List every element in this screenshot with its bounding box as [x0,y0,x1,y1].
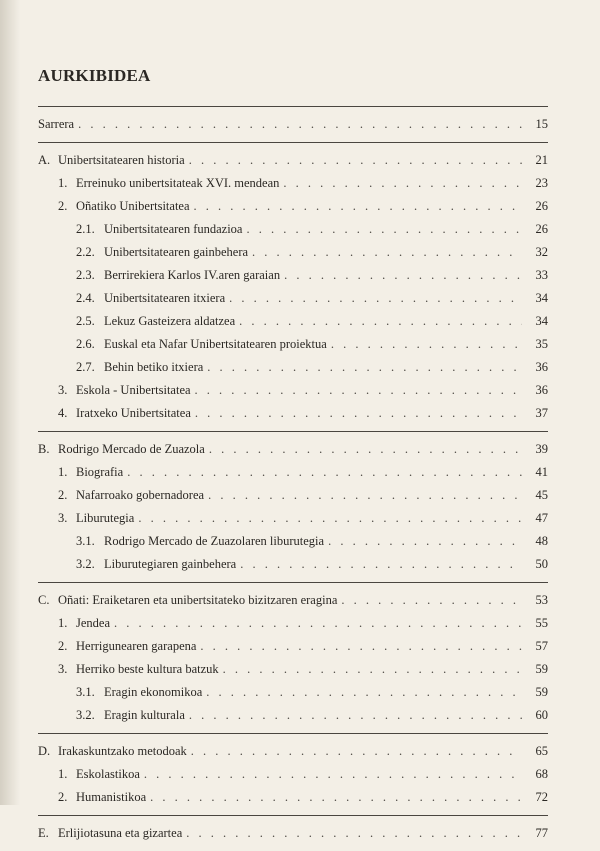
toc-entry-page: 36 [535,383,548,397]
toc-entry [38,553,548,576]
toc-entry-number: 2. [58,199,68,213]
page-binding-shadow [0,0,20,805]
dot-leader [189,149,522,172]
toc-entry-number: 2.7. [76,360,95,374]
dot-leader [195,379,522,402]
toc-entry [38,530,548,553]
toc-entry-number: A. [38,153,51,167]
toc-entry-number: 1. [58,616,68,630]
toc-entry [38,402,548,425]
dot-leader [144,763,522,786]
dot-leader [78,113,522,136]
toc-entry-page: 34 [535,314,548,328]
toc-entry-title: Euskal eta Nafar Unibertsitatearen proiektua [104,337,327,351]
dot-leader [328,530,522,553]
toc-entry-number: 1. [58,465,68,479]
toc-entry-page: 39 [535,442,548,456]
toc-entry [38,635,548,658]
toc-entry-title: Rodrigo Mercado de Zuazola [58,442,205,456]
dot-leader [229,287,522,310]
toc-entry-title: Humanistikoa [76,790,147,804]
toc-entry-page: 60 [535,708,548,722]
dot-leader [331,333,522,356]
toc-entry [38,287,548,310]
toc-entry [38,356,548,379]
toc-entry-number: 4. [58,406,68,420]
toc-entry-title: Lekuz Gasteizera aldatzea [104,314,236,328]
toc-entry [38,172,548,195]
dot-leader [138,507,522,530]
toc-entry-page: 34 [535,291,548,305]
toc-entry-number: 3.2. [76,708,95,722]
toc-entry-title: Unibertsitatearen historia [58,153,185,167]
toc-entry-page: 35 [535,337,548,351]
toc-entry-number: 2.5. [76,314,95,328]
toc-entry-title: Liburutegia [76,511,135,525]
toc-entry-title: Eskola - Unibertsitatea [76,383,191,397]
toc-entry [38,195,548,218]
toc-entry-title: Erreinuko unibertsitateak XVI. mendean [76,176,280,190]
dot-leader [207,356,522,379]
toc-entry-number: D. [38,744,51,758]
toc-entry-title: Eragin kulturala [104,708,185,722]
toc-entry [38,461,548,484]
toc-entry [38,786,548,809]
toc-entry-number: C. [38,593,50,607]
toc-entry-number: B. [38,442,50,456]
table-of-contents [38,106,548,851]
toc-entry [38,113,548,136]
toc-entry [38,218,548,241]
toc-entry-number: 2.1. [76,222,95,236]
toc-entry [38,704,548,727]
toc-entry [38,822,548,845]
toc-entry-page: 50 [535,557,548,571]
toc-entry-page: 48 [535,534,548,548]
dot-leader [283,172,522,195]
toc-entry-title: Biografia [76,465,124,479]
toc-entry-number: 2.6. [76,337,95,351]
toc-entry [38,241,548,264]
toc-section [38,432,548,583]
toc-entry-page: 47 [535,511,548,525]
toc-entry-page: 26 [535,199,548,213]
toc-entry [38,438,548,461]
toc-entry-number: 3. [58,662,68,676]
dot-leader [239,310,522,333]
toc-entry-number: 3.1. [76,534,95,548]
toc-entry-number: 2.3. [76,268,95,282]
toc-entry-title: Unibertsitatearen gainbehera [104,245,249,259]
toc-entry-page: 36 [535,360,548,374]
toc-entry-number: 2.2. [76,245,95,259]
toc-entry-page: 59 [535,685,548,699]
toc-entry [38,681,548,704]
toc-entry-page: 57 [535,639,548,653]
toc-entry-page: 45 [535,488,548,502]
toc-entry-title: Jendea [76,616,111,630]
toc-entry-page: 33 [535,268,548,282]
toc-entry-page: 65 [535,744,548,758]
dot-leader [209,438,522,461]
toc-entry-title: Sarrera [38,117,75,131]
toc-entry-title: Oñatiko Unibertsitatea [76,199,190,213]
toc-entry-page: 68 [535,767,548,781]
toc-section [38,143,548,432]
toc-entry-page: 53 [535,593,548,607]
toc-entry-title: Oñati: Eraiketaren eta unibertsitateko bizitzaren eragina [58,593,338,607]
toc-entry [38,589,548,612]
page-title: AURKIBIDEA [38,66,151,85]
toc-section [38,734,548,816]
toc-entry-title: Behin betiko itxiera [104,360,204,374]
toc-entry-title: Nafarroako gobernadorea [76,488,205,502]
toc-entry-number: 2. [58,790,68,804]
dot-leader [194,195,522,218]
dot-leader [206,681,522,704]
dot-leader [195,402,522,425]
toc-entry [38,484,548,507]
toc-entry [38,379,548,402]
toc-section [38,106,548,143]
toc-entry-title: Unibertsitatearen itxiera [104,291,226,305]
toc-entry-page: 15 [535,117,548,131]
toc-entry-title: Liburutegiaren gainbehera [104,557,237,571]
toc-entry-page: 41 [535,465,548,479]
toc-entry [38,612,548,635]
toc-entry-title: Berrirekiera Karlos IV.aren garaian [104,268,281,282]
toc-entry-number: 3. [58,511,68,525]
toc-entry-page: 23 [535,176,548,190]
dot-leader [341,589,522,612]
toc-entry-title: Eskolastikoa [76,767,140,781]
toc-entry-number: 2.4. [76,291,95,305]
toc-entry [38,740,548,763]
toc-entry-number: 2. [58,639,68,653]
toc-section [38,583,548,734]
toc-entry-title: Herriko beste kultura batzuk [76,662,219,676]
toc-entry-page: 55 [535,616,548,630]
toc-entry-title: Erlijiotasuna eta gizartea [58,826,183,840]
toc-entry [38,763,548,786]
toc-entry [38,333,548,356]
dot-leader [223,658,522,681]
toc-section [38,816,548,851]
toc-entry [38,507,548,530]
toc-entry [38,658,548,681]
toc-entry-title: Iratxeko Unibertsitatea [76,406,191,420]
toc-entry-number: 3.2. [76,557,95,571]
dot-leader [208,484,522,507]
toc-entry-page: 59 [535,662,548,676]
toc-entry-title: Unibertsitatearen fundazioa [104,222,243,236]
toc-entry-page: 32 [535,245,548,259]
toc-entry-title: Irakaskuntzako metodoak [58,744,187,758]
toc-entry-page: 72 [535,790,548,804]
dot-leader [200,635,522,658]
dot-leader [150,786,522,809]
toc-entry [38,310,548,333]
dot-leader [189,704,522,727]
toc-entry-number: 1. [58,176,68,190]
toc-entry-number: 2. [58,488,68,502]
toc-entry-number: 3. [58,383,68,397]
toc-entry-title: Herrigunearen garapena [76,639,197,653]
dot-leader [114,612,522,635]
dot-leader [127,461,522,484]
toc-entry-title: Rodrigo Mercado de Zuazolaren liburutegia [104,534,325,548]
dot-leader [191,740,522,763]
toc-entry-number: 1. [58,767,68,781]
dot-leader [246,218,522,241]
toc-entry-title: Eragin ekonomikoa [104,685,203,699]
dot-leader [252,241,522,264]
toc-entry-page: 21 [535,153,548,167]
dot-leader [240,553,522,576]
toc-entry-page: 77 [535,826,548,840]
toc-entry-number: E. [38,826,49,840]
toc-entry [38,264,548,287]
toc-entry-number: 3.1. [76,685,95,699]
toc-entry-page: 37 [535,406,548,420]
toc-entry [38,149,548,172]
dot-leader [284,264,522,287]
dot-leader [186,822,522,845]
toc-entry-page: 26 [535,222,548,236]
